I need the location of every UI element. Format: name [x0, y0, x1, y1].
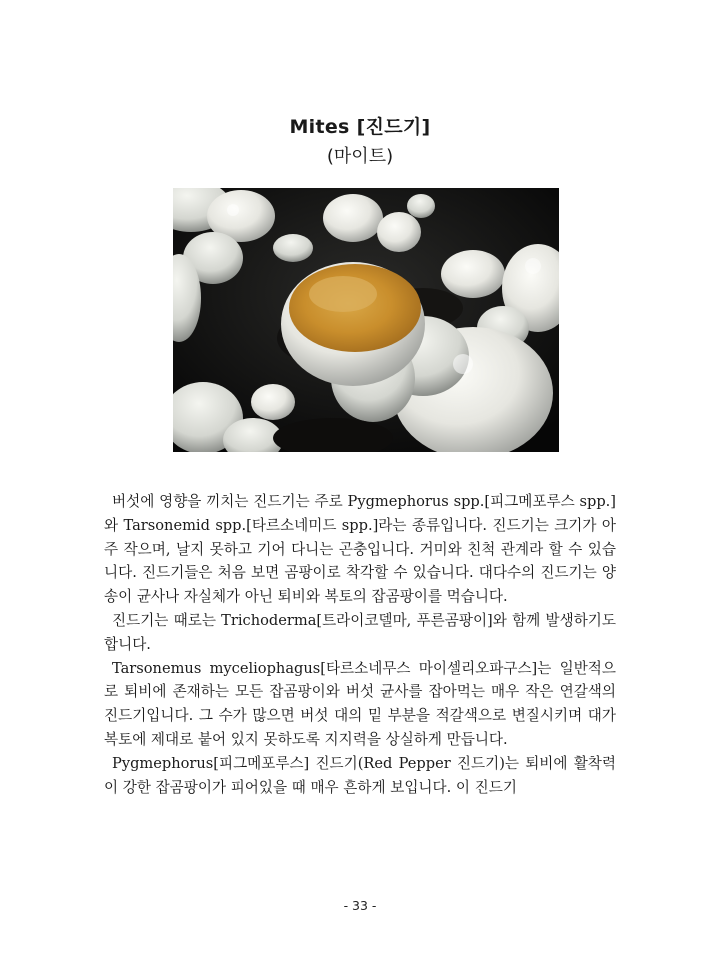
- mushroom-photo: [173, 188, 559, 452]
- page-title: Mites [진드기]: [289, 116, 431, 138]
- paragraph-3: Tarsonemus myceliophagus[타르소네무스 마이셀리오파구스]는 일반적으로 퇴비에 존재하는 모든 잡곰팡이와 버섯 균사를 잡아먹는 매우 작은 연갈색의 진드기입니다. 그 수가 많으면 버섯 대의 밑 부분을 적갈색으로 변질시키며 대가 복토에 제대로 붙어 있지 못하도록 지지력을 상실하게 만듭니다.: [104, 659, 616, 748]
- paragraph-4: Pygmephorus[피그메포루스] 진드기(Red Pepper 진드기)는 퇴비에 활착력이 강한 잡곰팡이가 피어있을 때 매우 흔하게 보입니다. 이 진드기: [104, 754, 616, 796]
- paragraph-1: 버섯에 영향을 끼치는 진드기는 주로 Pygmephorus spp.[피그메포루스 spp.]와 Tarsonemid spp.[타르소네미드 spp.]라는 종류입니다. 진드기는 크기가 아주 작으며, 날지 못하고 기어 다니는 곤충입니다. 거미와 친척 관계라 할 수 있습니다. 진드기들은 처음 보면 곰팡이로 착각할 수 있습니다. 대다수의 진드기는 양송이 균사나 자실체가 아닌 퇴비와 복토의 잡곰팡이를 먹습니다.: [104, 493, 616, 606]
- paragraph-2: 진드기는 때로는 Trichoderma[트라이코델마, 푸른곰팡이]와 함께 발생하기도 합니다.: [104, 611, 616, 653]
- body-text: [104, 490, 616, 799]
- mushroom-photo-illustration: [173, 188, 559, 452]
- page-number: - 33 -: [343, 898, 377, 913]
- page-subtitle: (마이트): [326, 146, 394, 167]
